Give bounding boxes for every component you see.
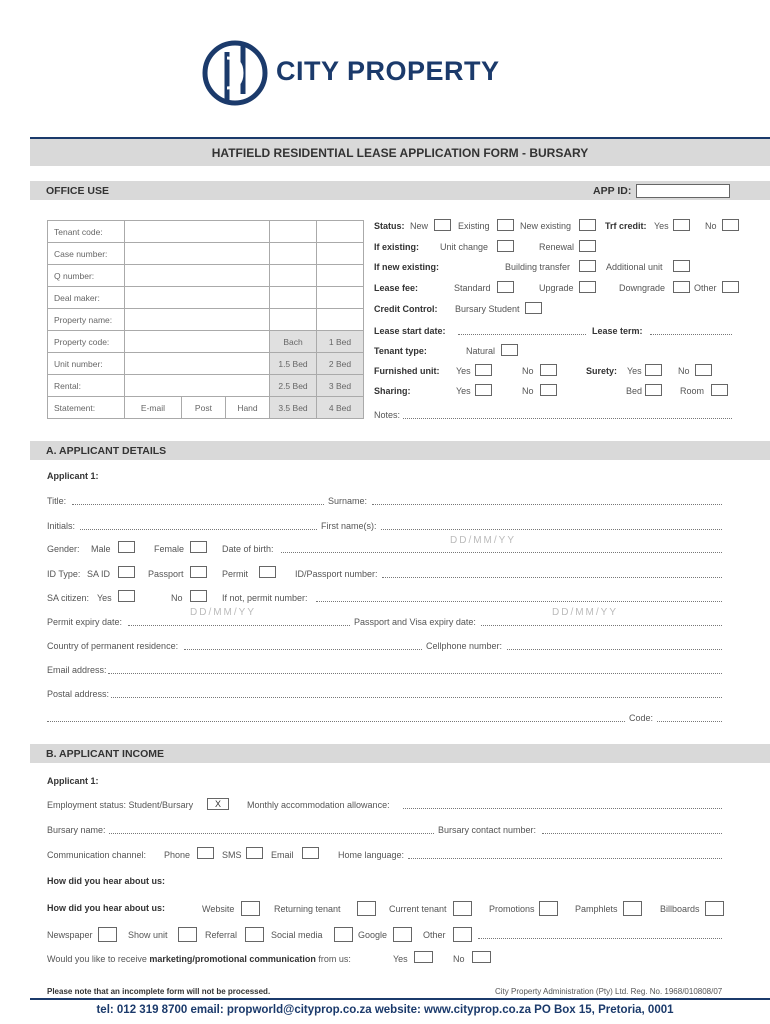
female-checkbox[interactable]	[190, 541, 207, 553]
male-label: Male	[91, 544, 111, 554]
dob-label: Date of birth:	[222, 544, 274, 554]
surety-label: Surety:	[586, 366, 618, 376]
office-row-value[interactable]	[125, 243, 270, 265]
office-row-value[interactable]	[125, 331, 270, 353]
source-option-checkbox[interactable]	[98, 927, 117, 942]
office-row-value[interactable]	[125, 353, 270, 375]
gender-label: Gender:	[47, 544, 80, 554]
permit-expiry-hint: DD/MM/YY	[190, 607, 256, 618]
office-row	[48, 287, 364, 309]
source-option-checkbox[interactable]	[623, 901, 642, 916]
status-new-label: New	[410, 221, 429, 231]
bursary-name-field[interactable]	[109, 833, 434, 834]
office-row-label: Statement:	[48, 397, 125, 419]
id-passport-number-field[interactable]	[382, 577, 722, 578]
source-option-label: Returning tenant	[274, 904, 341, 914]
office-use-band	[30, 181, 770, 200]
first-names-label: First name(s):	[321, 521, 377, 531]
surety-yes-label: Yes	[627, 366, 642, 376]
unit-size-option	[317, 287, 364, 309]
company-registration: City Property Administration (Pty) Ltd. Reg. No. 1968/010808/07	[495, 987, 723, 996]
source-option-checkbox[interactable]	[453, 927, 472, 942]
source-option-label: Billboards	[660, 904, 700, 914]
source-option-label: Referral	[205, 930, 238, 940]
office-row-label: Deal maker:	[48, 287, 125, 309]
office-row	[48, 309, 364, 331]
unit-size-option[interactable]: 3 Bed	[317, 375, 364, 397]
status-new-existing-checkbox[interactable]	[579, 219, 596, 231]
sharing-yes-label: Yes	[456, 386, 471, 396]
office-row-value[interactable]	[125, 375, 270, 397]
home-language-field[interactable]	[408, 858, 722, 859]
downgrade-checkbox[interactable]	[673, 281, 690, 293]
source-option-checkbox[interactable]	[393, 927, 412, 942]
additional-unit-checkbox[interactable]	[673, 260, 690, 272]
other-label: Other	[694, 283, 717, 293]
furnished-no-checkbox[interactable]	[540, 364, 557, 376]
natural-label: Natural	[466, 346, 496, 356]
furnished-yes-checkbox[interactable]	[475, 364, 492, 376]
incomplete-warning: Please note that an incomplete form will not be processed.	[47, 987, 271, 996]
sharing-label: Sharing:	[374, 386, 411, 396]
furnished-no-label: No	[522, 366, 534, 376]
surety-no-checkbox[interactable]	[695, 364, 712, 376]
phone-checkbox[interactable]	[197, 847, 214, 859]
employment-checkbox[interactable]: X	[207, 798, 229, 810]
applicant-1-heading: Applicant 1:	[47, 471, 99, 481]
sa-id-label: SA ID	[87, 569, 111, 579]
unit-size-option	[270, 243, 317, 265]
source-option-checkbox[interactable]	[241, 901, 260, 916]
renewal-label: Renewal	[539, 242, 575, 252]
office-row	[48, 397, 364, 419]
sms-label: SMS	[222, 850, 242, 860]
sharing-yes-checkbox[interactable]	[475, 384, 492, 396]
unit-size-option	[270, 221, 317, 243]
sa-citizen-no-label: No	[171, 593, 183, 603]
room-checkbox[interactable]	[711, 384, 728, 396]
permit-checkbox[interactable]	[259, 566, 276, 578]
applicant-income-band	[30, 744, 770, 763]
source-option-label: Pamphlets	[575, 904, 618, 914]
trf-credit-label: Trf credit:	[605, 221, 647, 231]
sa-citizen-yes-label: Yes	[97, 593, 112, 603]
hear-about-label: How did you hear about us:	[47, 903, 166, 913]
office-row	[48, 265, 364, 287]
bursary-contact-field[interactable]	[542, 833, 722, 834]
permit-expiry-label: Permit expiry date:	[47, 617, 123, 627]
source-option-label: Show unit	[128, 930, 168, 940]
applicant-details-band	[30, 441, 770, 460]
logo	[200, 38, 570, 108]
unit-size-option	[270, 309, 317, 331]
office-row-value[interactable]	[125, 265, 270, 287]
source-option-label: Social media	[271, 930, 323, 940]
sharing-no-label: No	[522, 386, 534, 396]
unit-size-option[interactable]: 4 Bed	[317, 397, 364, 419]
income-applicant-1-heading: Applicant 1:	[47, 776, 99, 786]
room-label: Room	[680, 386, 705, 396]
tenant-type-label: Tenant type:	[374, 346, 427, 356]
phone-label: Phone	[164, 850, 191, 860]
source-option-checkbox[interactable]	[453, 901, 472, 916]
source-option-checkbox[interactable]	[705, 901, 724, 916]
initials-field[interactable]	[80, 529, 317, 530]
code-label: Code:	[629, 713, 654, 723]
other-checkbox[interactable]	[722, 281, 739, 293]
office-row-label: Q number:	[48, 265, 125, 287]
office-row	[48, 375, 364, 397]
trf-no-label: No	[705, 221, 717, 231]
surname-field[interactable]	[372, 504, 722, 505]
lease-start-label: Lease start date:	[374, 326, 446, 336]
hear-about-heading: How did you hear about us:	[47, 876, 166, 886]
id-type-label: ID Type:	[47, 569, 81, 579]
office-row-label: Property name:	[48, 309, 125, 331]
statement-option[interactable]: E-mail	[125, 397, 182, 419]
footer-contact: tel: 012 319 8700 email: propworld@cityprop.co.za website: www.cityprop.co.za PO Box 15, Pretoria, 0001	[96, 1004, 674, 1016]
unit-size-option[interactable]: 2 Bed	[317, 353, 364, 375]
source-option-checkbox[interactable]	[334, 927, 353, 942]
source-option-checkbox[interactable]	[178, 927, 197, 942]
trf-no-checkbox[interactable]	[722, 219, 739, 231]
bursary-contact-label: Bursary contact number:	[438, 825, 537, 835]
statement-option[interactable]: Post	[181, 397, 225, 419]
postal-label: Postal address:	[47, 689, 110, 699]
unit-change-checkbox[interactable]	[497, 240, 514, 252]
female-label: Female	[154, 544, 185, 554]
unit-size-option	[317, 243, 364, 265]
office-row	[48, 221, 364, 243]
email-field[interactable]	[108, 673, 722, 674]
office-row	[48, 331, 364, 353]
notes-field[interactable]	[403, 418, 732, 419]
marketing-question	[47, 954, 351, 964]
initials-label: Initials:	[47, 521, 76, 531]
status-label: Status:	[374, 221, 405, 231]
male-checkbox[interactable]	[118, 541, 135, 553]
status-new-existing-label: New existing	[520, 221, 572, 231]
source-option-checkbox[interactable]	[357, 901, 376, 916]
office-row-value[interactable]	[125, 287, 270, 309]
permit-label: Permit	[222, 569, 249, 579]
source-option-label: Current tenant	[389, 904, 447, 914]
surname-label: Surname:	[328, 496, 368, 506]
notes-label: Notes:	[374, 410, 401, 420]
source-option-checkbox[interactable]	[245, 927, 264, 942]
marketing-yes-checkbox[interactable]	[414, 951, 433, 963]
unit-size-option	[270, 287, 317, 309]
lease-term-field[interactable]	[650, 334, 732, 335]
lease-fee-label: Lease fee:	[374, 283, 419, 293]
sa-id-checkbox[interactable]	[118, 566, 135, 578]
trf-yes-label: Yes	[654, 221, 669, 231]
upgrade-checkbox[interactable]	[579, 281, 596, 293]
other-source-field[interactable]	[478, 938, 722, 939]
unit-size-option[interactable]: Bach	[270, 331, 317, 353]
natural-checkbox[interactable]	[501, 344, 518, 356]
country-field[interactable]	[184, 649, 422, 650]
applicant-details-heading: A. APPLICANT DETAILS	[46, 445, 167, 457]
title-field[interactable]	[72, 504, 324, 505]
lease-term-label: Lease term:	[592, 326, 643, 336]
bed-label: Bed	[626, 386, 643, 396]
permit-expiry-field[interactable]	[128, 625, 350, 626]
footer-rule	[30, 998, 770, 1000]
unit-size-option	[317, 265, 364, 287]
form-title: HATFIELD RESIDENTIAL LEASE APPLICATION FORM - BURSARY	[211, 146, 589, 160]
marketing-no-label: No	[453, 954, 465, 964]
sa-citizen-no-checkbox[interactable]	[190, 590, 207, 602]
app-id-field[interactable]	[636, 184, 730, 198]
permit-number-field[interactable]	[316, 601, 722, 602]
source-option-label: Other	[423, 930, 446, 940]
bursary-student-label: Bursary Student	[455, 304, 520, 314]
surety-yes-checkbox[interactable]	[645, 364, 662, 376]
furnished-yes-label: Yes	[456, 366, 471, 376]
app-id-label: APP ID:	[593, 185, 632, 197]
channel-label: Communication channel:	[47, 850, 147, 860]
source-option-label: Website	[202, 904, 235, 914]
marketing-post: from us:	[315, 954, 351, 964]
first-names-field[interactable]	[381, 529, 722, 530]
employment-status-label: Employment status: Student/Bursary	[47, 800, 194, 810]
passport-label: Passport	[148, 569, 184, 579]
unit-size-option	[270, 265, 317, 287]
bed-checkbox[interactable]	[645, 384, 662, 396]
source-option-label: Promotions	[489, 904, 535, 914]
renewal-checkbox[interactable]	[579, 240, 596, 252]
brand-name: CITY PROPERTY	[276, 56, 500, 86]
marketing-bold: marketing/promotional communication	[149, 954, 316, 964]
passport-expiry-hint: DD/MM/YY	[552, 607, 618, 618]
marketing-yes-label: Yes	[393, 954, 408, 964]
sa-citizen-yes-checkbox[interactable]	[118, 590, 135, 602]
marketing-pre: Would you like to receive	[47, 954, 150, 964]
unit-size-option	[317, 221, 364, 243]
form-title-band	[30, 137, 770, 166]
source-option-label: Newspaper	[47, 930, 93, 940]
email-label: Email address:	[47, 665, 107, 675]
office-use-heading: OFFICE USE	[46, 185, 110, 197]
allowance-field[interactable]	[403, 808, 722, 809]
source-option-checkbox[interactable]	[539, 901, 558, 916]
permit-number-label: If not, permit number:	[222, 593, 308, 603]
credit-control-label: Credit Control:	[374, 304, 438, 314]
unit-size-option	[317, 309, 364, 331]
office-row-label: Tenant code:	[48, 221, 125, 243]
city-property-logo-icon	[200, 38, 270, 108]
if-new-existing-label: If new existing:	[374, 262, 440, 272]
cellphone-field[interactable]	[507, 649, 722, 650]
trf-yes-checkbox[interactable]	[673, 219, 690, 231]
source-option-label: Google	[358, 930, 388, 940]
email-channel-checkbox[interactable]	[302, 847, 319, 859]
marketing-no-checkbox[interactable]	[472, 951, 491, 963]
passport-checkbox[interactable]	[190, 566, 207, 578]
status-new-checkbox[interactable]	[434, 219, 451, 231]
office-row-label: Rental:	[48, 375, 125, 397]
standard-label: Standard	[454, 283, 491, 293]
unit-size-option[interactable]: 2.5 Bed	[270, 375, 317, 397]
passport-visa-expiry-label: Passport and Visa expiry date:	[354, 617, 476, 627]
upgrade-label: Upgrade	[539, 283, 574, 293]
sharing-no-checkbox[interactable]	[540, 384, 557, 396]
allowance-label: Monthly accommodation allowance:	[247, 800, 390, 810]
applicant-income-heading: B. APPLICANT INCOME	[46, 748, 165, 760]
postal-field[interactable]	[111, 697, 722, 698]
unit-size-option[interactable]: 1 Bed	[317, 331, 364, 353]
bursary-name-label: Bursary name:	[47, 825, 106, 835]
building-transfer-label: Building transfer	[505, 262, 571, 272]
home-language-label: Home language:	[338, 850, 405, 860]
office-use-table	[47, 220, 364, 419]
bursary-student-checkbox[interactable]	[525, 302, 542, 314]
office-row-label: Property code:	[48, 331, 125, 353]
country-label: Country of permanent residence:	[47, 641, 179, 651]
status-existing-label: Existing	[458, 221, 490, 231]
code-field[interactable]	[657, 721, 722, 722]
id-passport-number-label: ID/Passport number:	[295, 569, 378, 579]
unit-size-option[interactable]: 3.5 Bed	[270, 397, 317, 419]
if-existing-label: If existing:	[374, 242, 420, 252]
statement-option[interactable]: Hand	[225, 397, 269, 419]
unit-size-option[interactable]: 1.5 Bed	[270, 353, 317, 375]
office-row-label: Case number:	[48, 243, 125, 265]
sa-citizen-label: SA citizen:	[47, 593, 90, 603]
standard-checkbox[interactable]	[497, 281, 514, 293]
office-row-value[interactable]	[125, 221, 270, 243]
downgrade-label: Downgrade	[619, 283, 666, 293]
surety-no-label: No	[678, 366, 690, 376]
status-existing-checkbox[interactable]	[497, 219, 514, 231]
dob-field[interactable]	[281, 552, 722, 553]
furnished-label: Furnished unit:	[374, 366, 440, 376]
office-row	[48, 243, 364, 265]
passport-visa-expiry-field[interactable]	[481, 625, 722, 626]
email-channel-label: Email	[271, 850, 294, 860]
dob-date-hint: DD/MM/YY	[450, 535, 516, 546]
lease-start-field[interactable]	[458, 334, 586, 335]
sms-checkbox[interactable]	[246, 847, 263, 859]
cellphone-label: Cellphone number:	[426, 641, 503, 651]
building-transfer-checkbox[interactable]	[579, 260, 596, 272]
office-row-value[interactable]	[125, 309, 270, 331]
office-row	[48, 353, 364, 375]
additional-unit-label: Additional unit	[606, 262, 663, 272]
postal-line-2-field[interactable]	[47, 721, 625, 722]
title-label: Title:	[47, 496, 67, 506]
office-row-label: Unit number:	[48, 353, 125, 375]
unit-change-label: Unit change	[440, 242, 489, 252]
